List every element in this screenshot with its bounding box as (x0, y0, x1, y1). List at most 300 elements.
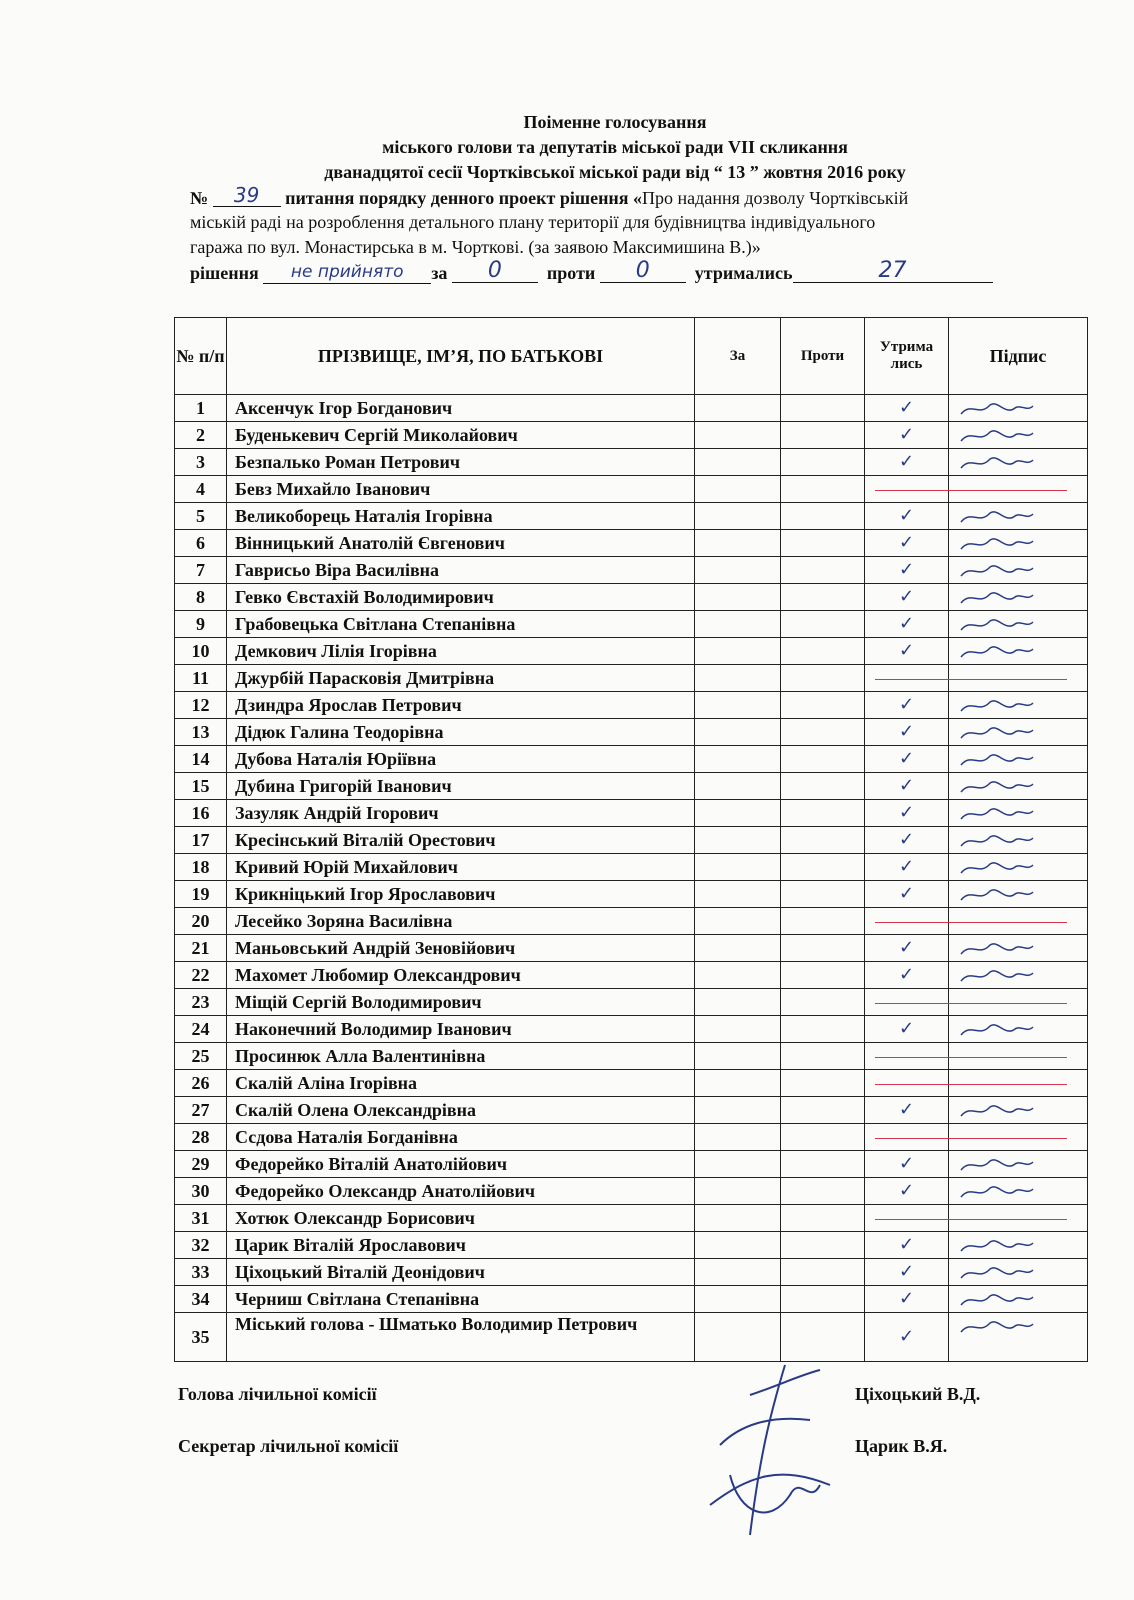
row-number: 5 (175, 503, 227, 530)
abstain-cell (865, 530, 949, 557)
against-cell (781, 719, 865, 746)
signature-cell (949, 989, 1088, 1016)
abstained-value: 27 (793, 260, 993, 283)
table-row (175, 908, 1088, 935)
signature-cell (949, 908, 1088, 935)
signature-cell (949, 665, 1088, 692)
row-number: 13 (175, 719, 227, 746)
member-name: Грабовецька Світлана Степанівна (227, 611, 695, 638)
table-row (175, 1097, 1088, 1124)
signature-cell (949, 854, 1088, 881)
member-name: Гаврисьо Віра Василівна (227, 557, 695, 584)
strike-line (949, 679, 1067, 680)
member-name: Ссдова Наталія Богданівна (227, 1124, 695, 1151)
table-row (175, 854, 1088, 881)
table-row (175, 1178, 1088, 1205)
abstain-check-mark: ✓ (898, 775, 915, 796)
roll-call-table (174, 317, 1088, 1362)
member-name: Безпалько Роман Петрович (227, 449, 695, 476)
for-cell (695, 1286, 781, 1313)
strike-line (875, 922, 956, 923)
against-cell (781, 692, 865, 719)
abstain-cell (865, 881, 949, 908)
member-signature (957, 1183, 1037, 1201)
row-number: 23 (175, 989, 227, 1016)
row-number: 32 (175, 1232, 227, 1259)
abstain-cell (865, 1259, 949, 1286)
for-cell (695, 935, 781, 962)
member-signature (957, 1237, 1037, 1255)
document-title: Поіменне голосування (523, 112, 707, 132)
abstain-cell (865, 935, 949, 962)
member-signature (957, 427, 1037, 445)
row-number: 34 (175, 1286, 227, 1313)
row-number: 11 (175, 665, 227, 692)
col-number-header: № п/п (175, 318, 227, 395)
against-cell (781, 935, 865, 962)
signature-cell (949, 1286, 1088, 1313)
row-number: 24 (175, 1016, 227, 1043)
against-cell (781, 665, 865, 692)
member-name: Буденькевич Сергій Миколайович (227, 422, 695, 449)
signature-cell (949, 800, 1088, 827)
item-bold-text: питання порядку денного проект рішення « (285, 188, 643, 208)
member-signature (957, 589, 1037, 607)
abstain-cell (865, 800, 949, 827)
against-cell (781, 989, 865, 1016)
abstain-check-mark: ✓ (898, 1261, 915, 1282)
table-row (175, 638, 1088, 665)
against-cell (781, 881, 865, 908)
abstain-check-mark: ✓ (898, 694, 915, 715)
against-cell (781, 422, 865, 449)
for-cell (695, 1232, 781, 1259)
abstain-check-mark: ✓ (898, 883, 915, 904)
for-cell (695, 827, 781, 854)
member-name: Вінницький Анатолій Євгенович (227, 530, 695, 557)
row-number: 33 (175, 1259, 227, 1286)
abstain-cell (865, 422, 949, 449)
abstain-check-mark: ✓ (898, 748, 915, 769)
secretary-name: Царик В.Я. (855, 1436, 948, 1456)
chair-name: Ціхоцький В.Д. (855, 1384, 981, 1404)
abstain-check-mark: ✓ (898, 964, 915, 985)
member-signature (957, 616, 1037, 634)
abstain-cell (865, 1178, 949, 1205)
member-signature (957, 400, 1037, 418)
abstain-cell (865, 719, 949, 746)
member-signature (957, 454, 1037, 472)
signature-cell (949, 584, 1088, 611)
table-row (175, 881, 1088, 908)
member-name: Федорейко Олександр Анатолійович (227, 1178, 695, 1205)
table-row (175, 1286, 1088, 1313)
abstain-check-mark: ✓ (898, 1018, 915, 1039)
signature-cell (949, 881, 1088, 908)
abstain-check-mark: ✓ (898, 802, 915, 823)
decision-line (190, 258, 993, 286)
for-cell (695, 1124, 781, 1151)
strike-line (875, 679, 956, 680)
for-cell (695, 1070, 781, 1097)
member-signature (957, 805, 1037, 823)
col-name-header: ПРІЗВИЩЕ, ІМ’Я, ПО БАТЬКОВІ (227, 318, 695, 395)
strike-line (875, 1057, 956, 1058)
against-cell (781, 395, 865, 422)
for-cell (695, 1151, 781, 1178)
signature-cell (949, 1124, 1088, 1151)
abstain-cell (865, 854, 949, 881)
abstain-check-mark: ✓ (898, 856, 915, 877)
strike-line (949, 490, 1067, 491)
signature-cell (949, 1232, 1088, 1259)
row-number: 9 (175, 611, 227, 638)
member-signature (957, 1291, 1037, 1309)
strike-line (875, 1138, 956, 1139)
table-row (175, 557, 1088, 584)
abstain-cell (865, 665, 949, 692)
item-text-2: міській раді на розроблення детального плану території для будівництва індивідуального (190, 212, 876, 232)
row-number: 29 (175, 1151, 227, 1178)
table-row (175, 1124, 1088, 1151)
against-cell (781, 476, 865, 503)
signature-cell (949, 449, 1088, 476)
for-cell (695, 962, 781, 989)
member-signature (957, 535, 1037, 553)
member-name: Демкович Лілія Ігорівна (227, 638, 695, 665)
for-cell (695, 1205, 781, 1232)
row-number: 12 (175, 692, 227, 719)
member-signature (957, 940, 1037, 958)
row-number: 10 (175, 638, 227, 665)
strike-line (875, 1219, 956, 1220)
document-subtitle: міського голови та депутатів міської ради VII скликання (382, 137, 848, 157)
table-row (175, 1016, 1088, 1043)
against-cell (781, 1178, 865, 1205)
strike-line (949, 1003, 1067, 1004)
member-signature (957, 643, 1037, 661)
abstain-cell (865, 746, 949, 773)
member-name: Зазуляк Андрій Ігорович (227, 800, 695, 827)
member-name: Просинюк Алла Валентинівна (227, 1043, 695, 1070)
abstain-check-mark: ✓ (898, 937, 915, 958)
chair-label: Голова лічильної комісії (178, 1384, 377, 1404)
for-cell (695, 395, 781, 422)
member-signature (957, 751, 1037, 769)
member-name: Черниш Світлана Степанівна (227, 1286, 695, 1313)
member-name: Ціхоцький Віталій Деонідович (227, 1259, 695, 1286)
signature-cell (949, 611, 1088, 638)
table-row (175, 800, 1088, 827)
table-row (175, 395, 1088, 422)
table-row (175, 989, 1088, 1016)
against-cell (781, 611, 865, 638)
abstain-check-mark: ✓ (898, 424, 915, 445)
against-cell (781, 1124, 865, 1151)
for-value: 0 (452, 260, 538, 283)
member-signature (957, 1156, 1037, 1174)
against-cell (781, 557, 865, 584)
col-for-header: За (695, 318, 781, 395)
member-signature (957, 832, 1037, 850)
member-signature (957, 1264, 1037, 1282)
for-cell (695, 989, 781, 1016)
signature-cell (949, 746, 1088, 773)
decision-value: не прийнято (263, 261, 431, 284)
abstain-check-mark: ✓ (898, 559, 915, 580)
member-name: Кресінський Віталій Орестович (227, 827, 695, 854)
table-row (175, 1313, 1088, 1362)
abstain-cell (865, 1232, 949, 1259)
member-name: Міський голова - Шматько Володимир Петрович (227, 1313, 695, 1362)
member-name: Царик Віталій Ярославович (227, 1232, 695, 1259)
signature-cell (949, 422, 1088, 449)
for-cell (695, 1178, 781, 1205)
abstain-check-mark: ✓ (898, 397, 915, 418)
abstain-cell (865, 476, 949, 503)
signature-cell (949, 935, 1088, 962)
member-signature (957, 697, 1037, 715)
row-number: 27 (175, 1097, 227, 1124)
row-number: 30 (175, 1178, 227, 1205)
against-cell (781, 449, 865, 476)
against-cell (781, 584, 865, 611)
abstain-cell (865, 557, 949, 584)
against-cell (781, 1151, 865, 1178)
member-signature (957, 778, 1037, 796)
member-signature (957, 1318, 1037, 1336)
strike-line (949, 1138, 1067, 1139)
table-row (175, 422, 1088, 449)
abstain-check-mark: ✓ (898, 640, 915, 661)
for-cell (695, 773, 781, 800)
signature-cell (949, 962, 1088, 989)
against-cell (781, 530, 865, 557)
signature-cell (949, 503, 1088, 530)
for-cell (695, 746, 781, 773)
strike-line (875, 1003, 956, 1004)
item-text-1: Про надання дозволу Чортківській (642, 188, 909, 208)
against-cell (781, 962, 865, 989)
member-name: Маньовський Андрій Зеновійович (227, 935, 695, 962)
member-signature (957, 508, 1037, 526)
against-cell (781, 1286, 865, 1313)
row-number: 15 (175, 773, 227, 800)
member-name: Бевз Михайло Іванович (227, 476, 695, 503)
table-row (175, 665, 1088, 692)
abstain-cell (865, 638, 949, 665)
member-name: Скалій Олена Олександрівна (227, 1097, 695, 1124)
member-signature (957, 562, 1037, 580)
for-cell (695, 1097, 781, 1124)
abstain-cell (865, 1124, 949, 1151)
abstain-cell (865, 962, 949, 989)
against-cell (781, 800, 865, 827)
abstain-check-mark: ✓ (898, 613, 915, 634)
abstain-cell (865, 1097, 949, 1124)
row-number: 19 (175, 881, 227, 908)
signature-cell (949, 557, 1088, 584)
agenda-item-line (190, 183, 909, 209)
row-number: 20 (175, 908, 227, 935)
for-cell (695, 1043, 781, 1070)
abstain-check-mark: ✓ (898, 451, 915, 472)
member-signature (957, 886, 1037, 904)
col-abstain-header: Утрима лись (865, 318, 949, 395)
against-cell (781, 1043, 865, 1070)
abstain-cell (865, 1286, 949, 1313)
against-cell (781, 1232, 865, 1259)
for-cell (695, 1016, 781, 1043)
row-number: 6 (175, 530, 227, 557)
signature-cell (949, 773, 1088, 800)
table-row (175, 476, 1088, 503)
for-cell (695, 692, 781, 719)
col-against-header: Проти (781, 318, 865, 395)
row-number: 1 (175, 395, 227, 422)
table-row (175, 1259, 1088, 1286)
abstain-cell (865, 1151, 949, 1178)
member-signature (957, 859, 1037, 877)
for-cell (695, 854, 781, 881)
signature-cell (949, 1016, 1088, 1043)
member-name: Дзиндра Ярослав Петрович (227, 692, 695, 719)
member-signature (957, 1021, 1037, 1039)
against-cell (781, 854, 865, 881)
row-number: 22 (175, 962, 227, 989)
table-row (175, 827, 1088, 854)
signature-cell (949, 1097, 1088, 1124)
item-number-label: № (190, 188, 209, 208)
for-cell (695, 530, 781, 557)
for-cell (695, 665, 781, 692)
member-signature (957, 1102, 1037, 1120)
member-signature (957, 967, 1037, 985)
table-row (175, 692, 1088, 719)
signature-cell (949, 638, 1088, 665)
table-header-row (175, 318, 1088, 395)
abstain-cell (865, 773, 949, 800)
row-number: 26 (175, 1070, 227, 1097)
abstain-check-mark: ✓ (898, 1288, 915, 1309)
abstain-cell (865, 908, 949, 935)
abstain-check-mark: ✓ (898, 532, 915, 553)
abstain-cell (865, 449, 949, 476)
row-number: 8 (175, 584, 227, 611)
against-label: проти (546, 263, 596, 283)
abstain-check-mark: ✓ (898, 1326, 915, 1347)
member-name: Хотюк Олександр Борисович (227, 1205, 695, 1232)
abstain-cell (865, 1313, 949, 1362)
against-cell (781, 503, 865, 530)
member-name: Аксенчук Ігор Богданович (227, 395, 695, 422)
against-cell (781, 1097, 865, 1124)
abstain-cell (865, 989, 949, 1016)
table-row (175, 1232, 1088, 1259)
abstain-check-mark: ✓ (898, 586, 915, 607)
against-cell (781, 1070, 865, 1097)
for-cell (695, 584, 781, 611)
member-name: Міщій Сергій Володимирович (227, 989, 695, 1016)
row-number: 7 (175, 557, 227, 584)
for-cell (695, 476, 781, 503)
strike-line (949, 1219, 1067, 1220)
abstain-check-mark: ✓ (898, 1180, 915, 1201)
abstain-check-mark: ✓ (898, 1153, 915, 1174)
abstain-cell (865, 503, 949, 530)
abstain-cell (865, 692, 949, 719)
member-name: Дубина Григорій Іванович (227, 773, 695, 800)
table-row (175, 1070, 1088, 1097)
signature-cell (949, 476, 1088, 503)
against-cell (781, 1205, 865, 1232)
against-cell (781, 746, 865, 773)
row-number: 35 (175, 1313, 227, 1362)
signature-cell (949, 530, 1088, 557)
abstain-check-mark: ✓ (898, 1234, 915, 1255)
table-row (175, 584, 1088, 611)
against-cell (781, 638, 865, 665)
signature-cell (949, 1313, 1088, 1362)
abstain-check-mark: ✓ (898, 829, 915, 850)
abstain-check-mark: ✓ (898, 505, 915, 526)
table-row (175, 530, 1088, 557)
table-row (175, 1205, 1088, 1232)
row-number: 21 (175, 935, 227, 962)
item-text-3: гаража по вул. Монастирська в м. Чорткові. (за заявою Максимишина В.)» (190, 237, 761, 257)
table-row (175, 773, 1088, 800)
row-number: 14 (175, 746, 227, 773)
signature-cell (949, 395, 1088, 422)
member-name: Махомет Любомир Олександрович (227, 962, 695, 989)
commission-signature (690, 1355, 850, 1545)
member-name: Крикніцький Ігор Ярославович (227, 881, 695, 908)
table-row (175, 611, 1088, 638)
strike-line (949, 1084, 1067, 1085)
for-cell (695, 422, 781, 449)
member-signature (957, 724, 1037, 742)
table-row (175, 935, 1088, 962)
member-name: Гевко Євстахій Володимирович (227, 584, 695, 611)
item-number-value: 39 (213, 184, 281, 207)
row-number: 18 (175, 854, 227, 881)
against-cell (781, 1259, 865, 1286)
row-number: 17 (175, 827, 227, 854)
abstain-cell (865, 584, 949, 611)
abstained-label: утримались (694, 263, 793, 283)
row-number: 28 (175, 1124, 227, 1151)
against-cell (781, 773, 865, 800)
member-name: Дідюк Галина Теодорівна (227, 719, 695, 746)
member-name: Лесейко Зоряна Василівна (227, 908, 695, 935)
session-date-line: дванадцятої сесії Чортківської міської ради від “ 13 ” жовтня 2016 року (324, 162, 906, 182)
member-name: Джурбій Парасковія Дмитрівна (227, 665, 695, 692)
for-cell (695, 638, 781, 665)
decision-label: рішення (190, 263, 259, 283)
abstain-cell (865, 1070, 949, 1097)
secretary-label: Секретар лічильної комісії (178, 1436, 399, 1456)
for-label: за (431, 263, 448, 283)
signature-cell (949, 1151, 1088, 1178)
abstain-cell (865, 611, 949, 638)
for-cell (695, 719, 781, 746)
for-cell (695, 881, 781, 908)
against-cell (781, 908, 865, 935)
table-row (175, 503, 1088, 530)
for-cell (695, 557, 781, 584)
for-cell (695, 611, 781, 638)
strike-line (949, 922, 1067, 923)
